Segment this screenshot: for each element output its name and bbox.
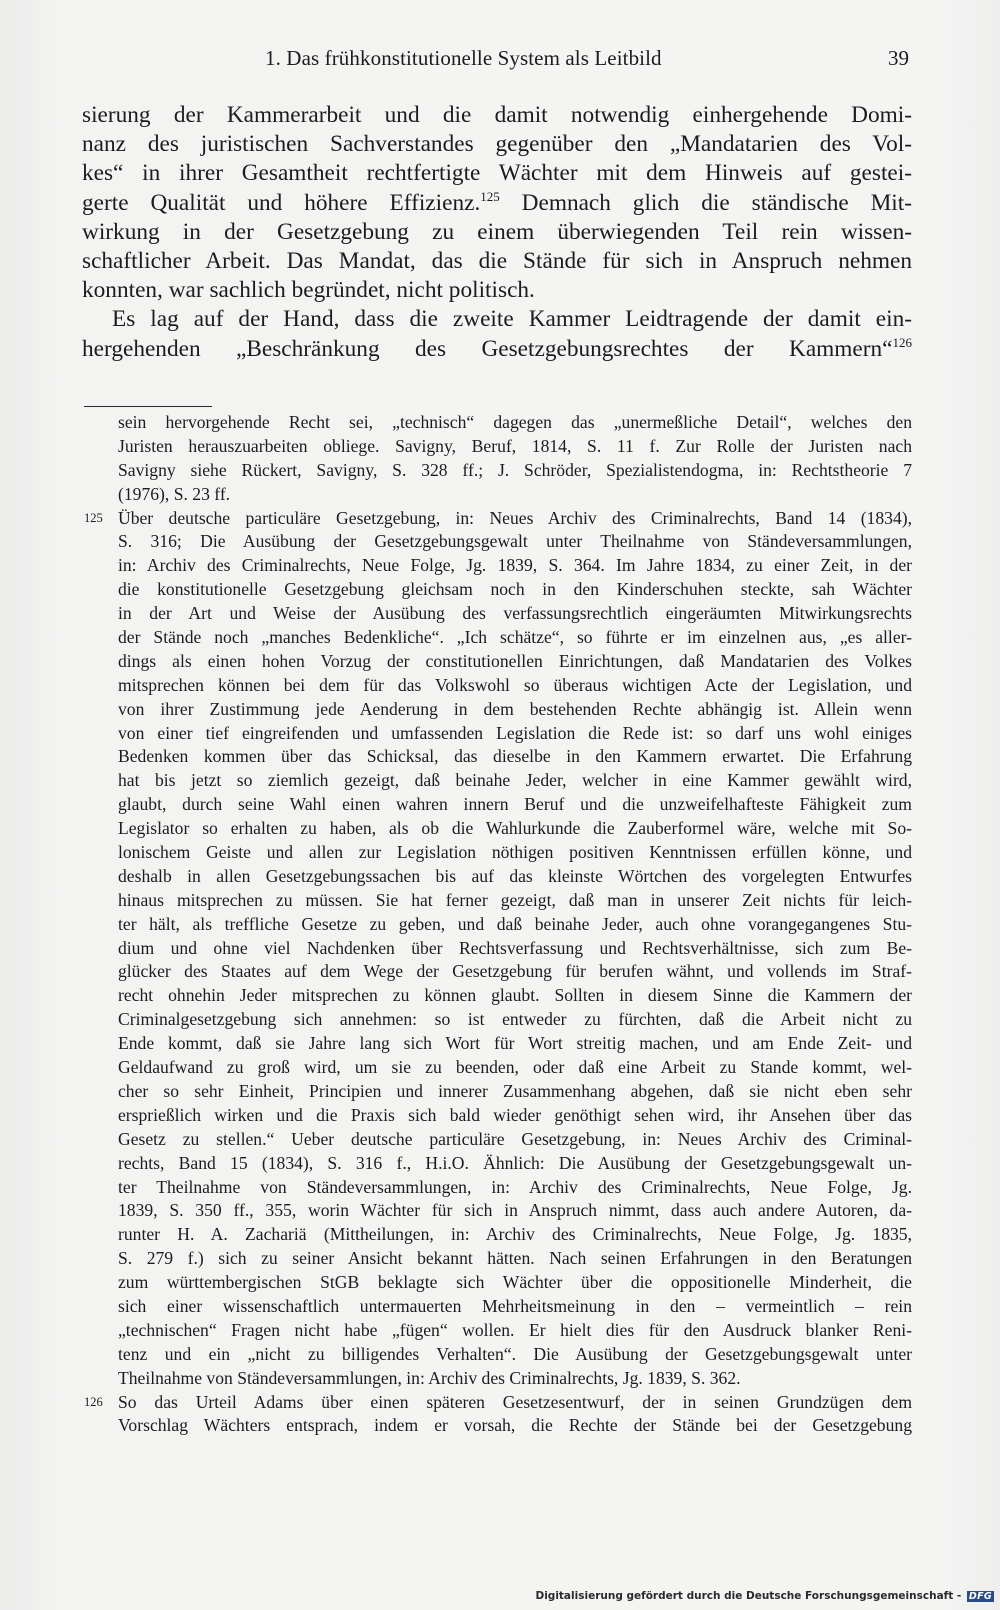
footnote-line: Gesetz zu stellen.“ Ueber deutsche particuläre Gesetzgebung, in: Neues Archiv des Criminal- [118,1128,912,1149]
body-line-start: gerte Qualität und höhere Effizienz. [82,189,481,216]
footnote-line: mitsprechen können bei dem für das Volkswohl so überaus wichtigen Acte der Legislation, und [118,674,912,695]
footnote-number: 126 [84,1394,103,1409]
body-line: konnten, war sachlich begründet, nicht politisch. [82,277,535,304]
footnote-line: Savigny siehe Rückert, Savigny, S. 328 ff.; J. Schröder, Spezialistendogma, in: Rechtstheorie 7 [118,459,912,480]
footnote-number: 125 [84,510,103,525]
footnote-line: die konstitutionelle Gesetzgebung gleichsam noch in den Kinderschuhen steckte, sah Wächter [118,579,912,600]
footnote-line: deshalb in allen Gesetzgebungssachen bis auf das kleinste Wörtchen des vorgelegten Entwurfes [118,865,912,886]
footnote-line: Legislator so erhalten zu haben, als ob die Wahlurkunde die Zauberformel wäre, welche mit So- [118,818,912,839]
body-line: nanz des juristischen Sachverstandes gegenüber den „Mandatarien des Vol- [82,131,912,158]
footnote-line: cher so sehr Einheit, Principien und innerer Zusammenhang abgehen, daß sie nicht eben sehr [118,1080,912,1101]
footnotes [84,411,912,1438]
running-head [0,46,1000,76]
footnote-ref-126: 126 [892,334,912,350]
body-line: kes“ in ihrer Gesamtheit rechtfertigte Wächter mit dem Hinweis auf gestei- [82,160,912,187]
body-line [82,189,912,218]
footnote-line: runter H. A. Zachariä (Mittheilungen, in: Archiv des Criminalrechts, Neue Folge, Jg. 1835, [118,1224,912,1245]
footnote-line: Theilnahme von Ständeversammlungen, in: Archiv des Criminalrechts, Jg. 1839, S. 362. [118,1367,741,1388]
footnote-line: in: Archiv des Criminalrechts, Neue Folge, Jg. 1839, S. 364. Im Jahre 1834, zu einer Zeit, in der [118,555,912,576]
credit-text: Digitalisierung gefördert durch die Deutsche Forschungsgemeinschaft - [535,1590,962,1602]
page-number: 39 [888,46,909,70]
footnote-line: So das Urteil Adams über einen späteren Gesetzesentwurf, der in seinen Grundzügen dem [118,1391,912,1412]
running-title: 1. Das frühkonstitutionelle System als Leitbild [265,46,662,70]
footnote-line: Ende kommt, daß sie Jahre lang sich Wort für Wort streitig machen, und am Ende Zeit- und [118,1033,912,1054]
footnote-line: Geldaufwand zu groß wird, um sie zu beenden, oder daß eine Arbeit zu Stande kommt, wel- [118,1057,912,1078]
footnote-line: lonischem Geiste und allen zur Legislation nöthigen positiven Kenntnissen erfüllen könne, und [118,842,912,863]
footnote-line: hinaus mitsprechen zu müssen. Sie hat ferner gezeigt, daß man in unserer Zeit nichts für leich- [118,889,912,910]
footnote-line: dium und ohne viel Nachdenken über Rechtsverfassung und Rechtsverhältnisse, sich zum Be- [118,937,912,958]
footnote-line: zum württembergischen StGB beklagte sich Wächter über die oppositionelle Minderheit, die [118,1272,912,1293]
digitization-credit [535,1590,994,1602]
footnote-line: der Stände noch „manches Bedenkliche“. „Ich schätze“, so führte er im einzelnen aus, „es aller- [118,627,912,648]
footnote-line: Criminalgesetzgebung sich annehmen: so ist entweder zu fürchten, daß die Arbeit nicht zu [118,1009,912,1030]
footnote-line: von ihrer Zustimmung jede Aenderung in dem bestehenden Rechte abhängig ist. Allein wenn [118,698,912,719]
body-line: wirkung in der Gesetzgebung zu einem überwiegenden Teil rein wissen- [82,218,912,245]
body-line: sierung der Kammerarbeit und die damit notwendig einhergehende Domi- [82,102,912,128]
footnote-line: S. 316; Die Ausübung der Gesetzgebungsgewalt unter Theilnahme von Ständeversammlungen, [118,531,912,552]
footnote-line: in der Art und Weise der Ausübung des verfassungsrechtlich eingeräumten Mitwirkungsrechts [118,603,912,624]
footnote-separator [84,406,212,407]
footnote-line: dings als einen hohen Vorzug der constitutionellen Einrichtungen, daß Mandatarien des Volkes [118,650,912,671]
body-line [82,335,912,364]
footnote-line: Vorschlag Wächters entsprach, indem er vorsah, die Rechte der Stände bei der Gesetzgebung [118,1415,912,1436]
footnote-line: sein hervorgehende Recht sei, „technisch“ dagegen das „unermeßliche Detail“, welches den [118,412,912,432]
footnote-line: Juristen herauszuarbeiten obliege. Savigny, Beruf, 1814, S. 11 f. Zur Rolle der Juristen nach [118,435,912,456]
footnote-line: „technischen“ Fragen nicht habe „fügen“ wollen. Er hielt dies für den Ausdruck blanker Reni- [118,1319,912,1340]
body-line-end: Demnach glich die ständische Mit- [499,189,912,216]
footnote-line: sich einer wissenschaftlich untermauerten Mehrheitsmeinung in den – vermeintlich – rein [118,1295,912,1316]
footnote-line: recht ohnehin Jeder mitsprechen zu können glaubt. Sollten in diesem Sinne die Kammern der [118,985,912,1006]
footnote-line: S. 279 f.) sich zu seiner Ansicht bekannt hätten. Nach seinen Erfahrungen in den Beratungen [118,1248,912,1269]
footnote-line: glaubt, durch seine Wahl einen wahren innern Beruf und die unzweifelhafteste Fähigkeit zum [118,794,912,815]
footnote-ref-125: 125 [480,188,500,204]
footnote-line: ter hält, als treffliche Gesetze zu geben, und daß beinahe Jeder, auch ohne vorangegangenes Stu- [118,913,912,934]
footnote-line: Bedenken kommen über das Schicksal, das dieselbe in den Kammern erwartet. Die Erfahrung [118,746,912,767]
dfg-logo: DFG [968,1591,992,1602]
footnote-line: hat bis jetzt so ziemlich gezeigt, daß beinahe Jeder, welcher in eine Kammer gewählt wird, [118,770,912,791]
footnote-125 [84,507,912,1391]
footnote-line: (1976), S. 23 ff. [118,483,231,504]
footnote-line: Über deutsche particuläre Gesetzgebung, in: Neues Archiv des Criminalrechts, Band 14 (1834), [118,507,912,528]
footnote-line: ter Theilnahme von Ständeversammlungen, in: Archiv des Criminalrechts, Neue Folge, Jg. [118,1176,912,1197]
footnote-continued [84,411,912,507]
footnote-line: von einer tief eingreifenden und umfassenden Legislation die Rede ist: so darf uns wohl einiges [118,722,912,743]
body-line-start: hergehenden „Beschränkung des Gesetzgebungsrechtes der Kammern“ [82,335,893,362]
footnote-line: rechts, Band 15 (1834), S. 316 f., H.i.O. Ähnlich: Die Ausübung der Gesetzgebungsgewalt un- [118,1152,912,1173]
body-line: schaftlicher Arbeit. Das Mandat, das die Stände für sich in Anspruch nehmen [82,247,912,274]
footnote-line: glücker des Staates auf dem Wege der Gesetzgebung für berufen wähnt, und vollends im Straf- [118,961,912,982]
footnote-126 [84,1391,912,1439]
footnote-line: 1839, S. 350 ff., 355, worin Wächter für sich in Anspruch nimmt, dass auch andere Autoren, da- [118,1200,912,1221]
footnote-line: ersprießlich wirken und die Praxis sich bald wieder genöthigt sehen wird, ihr Ansehen über das [118,1104,912,1125]
main-text [82,101,912,364]
body-line: Es lag auf der Hand, dass die zweite Kammer Leidtragende der damit ein- [112,306,912,333]
footnote-line: tenz und ein „nicht zu billigendes Verhalten“. Die Ausübung der Gesetzgebungsgewalt unter [118,1343,912,1364]
